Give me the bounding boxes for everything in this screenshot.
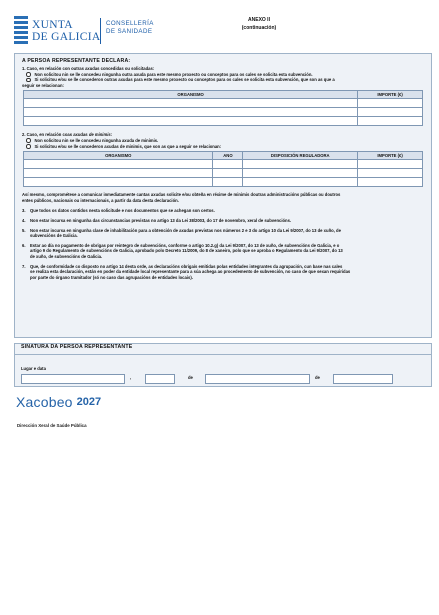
table-row: [24, 178, 423, 187]
radio-button[interactable]: [26, 78, 31, 83]
table-cell-input[interactable]: [243, 169, 358, 178]
radio-button[interactable]: [26, 138, 31, 143]
item-text-line: se realiza esta declaración, están en poder da entidade local representante para a súa achega ao procedemento de subvención, no caso de que sexan requiridas: [30, 269, 351, 275]
table-cell-input[interactable]: [24, 160, 213, 169]
other-aid-table: [23, 90, 423, 126]
page-header: [14, 12, 434, 48]
de-separator-1: de: [188, 375, 193, 380]
signature-panel: [14, 343, 432, 387]
annex-title: ANEXO II: [248, 17, 270, 23]
signature-title: SINATURA DA PERSOA REPRESENTANTE: [21, 344, 133, 350]
item2-option-yes-label: Si solicitou e/ou se lle concederon axudas de minimis, que son as que a seguir se relacionan:: [34, 143, 222, 149]
item-text-line: artigo 9 do Regulamento de subvencións de Galicia, aprobado polo Decreto 11/2009, do 8 de xaneiro, polo que se aproba o Regulamento da Lei 9/2007, do 13: [30, 248, 343, 254]
item-text-line: de xuño, de subvencións de Galicia.: [30, 253, 103, 259]
conselleria-line-1: CONSELLERÍA: [106, 20, 154, 27]
declaration-item: [22, 228, 426, 239]
item-text: [30, 208, 215, 214]
minimis-aid-table: [23, 151, 423, 187]
xunta-emblem-icon: [14, 16, 28, 46]
comma-separator: ,: [130, 375, 132, 380]
table-row: [24, 108, 423, 117]
item-text: [30, 264, 350, 281]
column-header-organismo: ORGANISMO: [24, 91, 358, 99]
item-text: [30, 218, 291, 224]
item-number: 4.: [22, 217, 26, 223]
item-text-line: Que, de conformidade co disposto no artigo 14 desta orde, as declaracións obrigaís emitidas polas entidades integrantes da agrupación, cun base nas cales: [30, 263, 343, 269]
table-row: [24, 160, 423, 169]
column-header-organismo: ORGANISMO: [24, 152, 213, 160]
column-header-importe: IMPORTE (€): [358, 91, 423, 99]
item2-option-no-label: Non solicitou nin se lle concedeu ningunha axuda de minimis.: [34, 137, 159, 143]
table-cell-input[interactable]: [213, 169, 243, 178]
annex-subtitle: (continuación): [241, 25, 277, 31]
column-header-disposicion: DISPOSICIÓN REGULADORA: [243, 152, 358, 160]
item-number: 6.: [22, 242, 26, 248]
annex-heading: [219, 16, 299, 32]
item1-option-yes-label: Si solicitou e/ou se lle concederon outras axudas para este mesmo proxecto ou conceptos para os cales se solicita esta subvención, que son as que a: [34, 77, 335, 83]
logo-line-1: XUNTA: [32, 19, 73, 31]
table-cell-input[interactable]: [358, 99, 423, 108]
table-cell-input[interactable]: [213, 160, 243, 169]
declaration-item: [22, 264, 426, 281]
table-cell-input[interactable]: [358, 178, 423, 187]
table-row: [24, 169, 423, 178]
xacobeo-word: Xacobeo: [16, 394, 73, 410]
conselleria-line-2: DE SANIDADE: [106, 27, 153, 35]
xacobeo-year: 2027: [76, 396, 102, 408]
item2-heading-pre: 2. Caso, en relación coas axudas: [22, 132, 89, 138]
item-text-line: subvencións de Galicia.: [30, 233, 78, 239]
item-number: 7.: [22, 263, 26, 269]
item-text-line: Que todos os datos contidos nesta solicitude e nos documentos que se achegan son certos.: [30, 208, 215, 214]
item1-heading: 1. Caso, en relación con outras axudas concedidas ou solicitadas:: [22, 66, 155, 71]
commitment-line-2: entes públicos, nacionais ou internacionais, a partir da data desta declaración.: [22, 197, 179, 203]
conselleria-name: [106, 20, 154, 35]
radio-button[interactable]: [26, 144, 31, 149]
item1-option-no-label: Non solicitou nin se lle concedeu ningunha outra axuda para este mesmo proxecto ou conceptos para os cales se solicita esta subvención.: [34, 71, 313, 77]
item-text-line: Non estar incursa en ningunha das circunstancias previstas no artigo 13 da Lei 38/2003, do 17 de novembro, xeral de subvencións.: [30, 217, 292, 223]
logo-line-2: DE GALICIA: [32, 31, 101, 43]
table-cell-input[interactable]: [24, 178, 213, 187]
table-row: [24, 117, 423, 126]
table-row: [24, 99, 423, 108]
declaration-items: [20, 208, 426, 280]
table-cell-input[interactable]: [358, 169, 423, 178]
declaration-item: [22, 208, 426, 214]
table-cell-input[interactable]: [24, 99, 358, 108]
item2-heading-em: de minimis: [88, 132, 111, 138]
table-cell-input[interactable]: [24, 108, 358, 117]
table-cell-input[interactable]: [243, 160, 358, 169]
item-text-line: Non estar incursa en ningunha clase de inhabilitación para a obtención de axudas previstas nos números 2 e 3 do artigo 10 da Lei 9/2007, do 13 de xuño, de: [30, 227, 341, 233]
commitment-line-1: Así mesmo, comprométese a comunicar inmediatamente cantas axudas solicite e/ou obteña en réxime de minimis doutras administracións públicas ou doutros: [22, 192, 341, 198]
month-input[interactable]: [205, 374, 310, 384]
table-cell-input[interactable]: [358, 117, 423, 126]
declaration-title: A PERSOA REPRESENTANTE DECLARA:: [22, 58, 131, 64]
column-header-importe: IMPORTE (€): [358, 152, 423, 160]
table-cell-input[interactable]: [243, 178, 358, 187]
year-input[interactable]: [333, 374, 393, 384]
declaration-panel: [14, 53, 432, 338]
item-text: [30, 228, 341, 239]
radio-button[interactable]: [26, 72, 31, 77]
table-cell-input[interactable]: [358, 160, 423, 169]
table-cell-input[interactable]: [358, 108, 423, 117]
item1-option-yes-cont: seguir se relacionan:: [22, 82, 64, 88]
declaration-item: [22, 218, 426, 224]
de-separator-2: de: [315, 375, 320, 380]
column-header-ano: ANO: [213, 152, 243, 160]
item-text: [30, 243, 343, 260]
place-input[interactable]: [21, 374, 125, 384]
item-number: 5.: [22, 227, 26, 233]
declaration-item: [22, 243, 426, 260]
footer-department: Dirección Xeral de Saúde Pública: [17, 423, 87, 428]
table-cell-input[interactable]: [213, 178, 243, 187]
item-text-line: Estar ao día no pagamento de obrigas por reintegro de subvencións, conforme o artigo 10.2.g) da Lei 9/2007, do 13 de xuño, de subvencións de Galicia, e o: [30, 242, 340, 248]
item2-option-yes[interactable]: [20, 144, 426, 150]
item-number: 3.: [22, 208, 26, 214]
xacobeo-logo: [16, 393, 136, 411]
logo-divider: [100, 18, 101, 44]
item-text-line: por parte do órgano tramitador (só no caso das agrupacións de entidades locais).: [30, 274, 193, 280]
item2-heading-post: :: [110, 132, 113, 138]
table-cell-input[interactable]: [24, 117, 358, 126]
place-date-label: Lugar e data: [21, 366, 46, 371]
day-input[interactable]: [145, 374, 175, 384]
signature-divider: [15, 354, 431, 355]
table-cell-input[interactable]: [24, 169, 213, 178]
